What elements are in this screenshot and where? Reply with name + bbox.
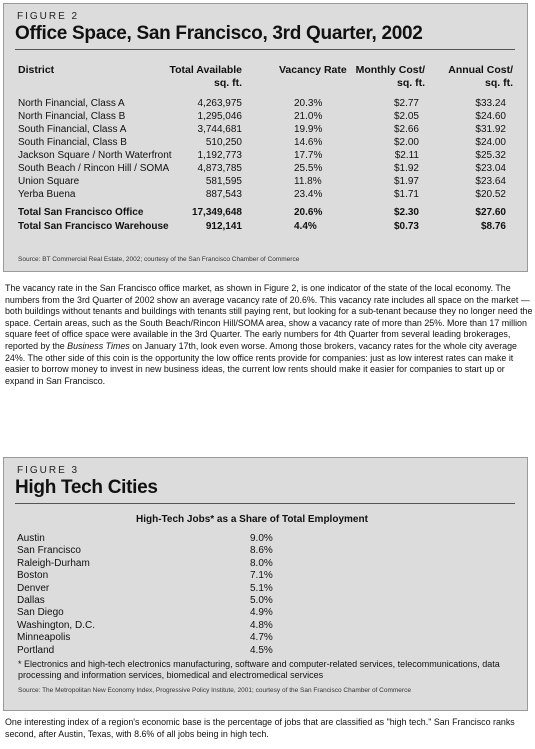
table-cell-monthly: $1.97 [393, 176, 419, 187]
header-total-line2: sq. ft. [214, 77, 242, 89]
table-cell-vacancy: 17.7% [294, 150, 323, 161]
table-cell-annual: $24.60 [475, 111, 506, 122]
city-share: 8.6% [250, 545, 273, 557]
city-name: Portland [17, 644, 55, 656]
table-cell-annual: $25.32 [475, 150, 506, 161]
city-name: San Francisco [17, 545, 81, 557]
high-tech-paragraph: One interesting index of a region's economic base is the percentage of jobs that are classified as "high tech." San Francisco ranks second, after Austin, Texas, with 8.6% of all jobs being in high tech. [5, 717, 515, 739]
total-cell-monthly: $0.73 [393, 221, 419, 232]
figure-2-title: Office Space, San Francisco, 3rd Quarter, 2002 [15, 23, 423, 44]
city-name: Dallas [17, 595, 45, 606]
title-divider-3 [15, 503, 515, 504]
header-annual-line1: Annual Cost/ [448, 64, 513, 76]
table-cell-vacancy: 19.9% [294, 124, 323, 135]
city-share: 8.0% [250, 557, 273, 569]
total-cell-monthly: $2.30 [393, 207, 419, 218]
title-divider [15, 49, 515, 50]
figure-2-source: Source: BT Commercial Real Estate, 2002; courtesy of the San Francisco Chamber of Commerce [18, 256, 300, 263]
city-name: Minneapolis [17, 632, 71, 644]
table-cell-monthly: $2.00 [393, 137, 419, 148]
city-share: 4.7% [250, 632, 273, 644]
city-name: San Diego [17, 607, 64, 619]
total-cell-total: 912,141 [205, 221, 242, 232]
header-monthly-line1: Monthly Cost/ [355, 64, 425, 76]
table-cell-total: 3,744,681 [197, 124, 242, 135]
figure-3-footnote: * Electronics and high-tech electronics manufacturing, software and computer-related services, telecommunications, data processing and information services, biomedical and electromedical services [18, 659, 500, 681]
figure-3-title: High Tech Cities [15, 477, 158, 498]
city-name: Denver [17, 582, 50, 594]
total-cell-total: 17,349,648 [191, 207, 242, 218]
city-share: 4.5% [250, 644, 273, 656]
table-cell-vacancy: 11.8% [294, 176, 322, 187]
table-cell-monthly: $2.66 [393, 124, 419, 135]
table-cell-vacancy: 21.0% [294, 111, 323, 122]
figure-3-panel [3, 457, 528, 711]
table-cell-monthly: $2.11 [394, 150, 419, 161]
header-monthly-line2: sq. ft. [397, 77, 425, 89]
table-cell-vacancy: 14.6% [294, 137, 323, 148]
table-cell-district: North Financial, Class B [18, 111, 126, 122]
table-cell-monthly: $1.71 [393, 189, 419, 200]
city-name: Washington, D.C. [17, 619, 95, 631]
figure-2-panel [3, 3, 528, 272]
table-cell-district: Yerba Buena [18, 189, 76, 200]
table-cell-district: South Financial, Class B [18, 137, 127, 148]
city-share: 4.9% [250, 607, 273, 619]
table-cell-vacancy: 20.3% [294, 98, 323, 109]
table-cell-total: 4,873,785 [197, 163, 242, 174]
city-name: Raleigh-Durham [17, 557, 90, 569]
total-cell-vacancy: 4.4% [294, 221, 317, 232]
city-name: Austin [17, 533, 45, 544]
table-cell-district: Union Square [18, 176, 80, 187]
table-cell-total: 1,295,046 [197, 111, 242, 122]
table-cell-total: 887,543 [205, 189, 242, 200]
table-cell-vacancy: 23.4% [294, 189, 323, 200]
table-cell-annual: $31.92 [475, 124, 506, 135]
table-cell-monthly: $2.05 [393, 111, 419, 122]
table-cell-annual: $23.64 [475, 176, 506, 187]
total-cell-district: Total San Francisco Office [18, 207, 144, 218]
table-cell-monthly: $2.77 [393, 98, 419, 109]
paragraph-italic-publication: Business Times [67, 340, 130, 351]
figure-3-source: Source: The Metropolitan New Economy Index, Progressive Policy Institute, 2001; courtesy of the San Francisco Chamber of Commerce [18, 687, 411, 694]
table-cell-total: 4,263,975 [197, 98, 242, 109]
city-share: 5.0% [250, 595, 273, 606]
paragraph-text-1: The vacancy rate in the San Francisco office market, as shown in Figure 2, is one indicator of the state of the local economy. The numbers from the 3rd Quarter of 2002 show an average vacancy rate of 20.6%. This vacancy rate includes all space on the market — both buildings without tenants and buildings with tenants still paying rent, but looking for a sub-tenant because they no longer need the space. Certain areas, such as the South Beach/Rincon Hill/SOMA area, show a vacancy rate of more than 25%. More than 17 million square feet of office space were available in the 3rd Quarter. The early numbers for 4th Quarter from several leading brokerages, reported by the [5, 283, 533, 351]
table-cell-district: South Financial, Class A [18, 124, 127, 135]
table-cell-district: North Financial, Class A [18, 98, 125, 109]
figure-2-label: FIGURE 2 [17, 11, 80, 22]
table-cell-annual: $24.00 [475, 137, 506, 148]
city-share: 7.1% [250, 570, 273, 582]
table-cell-total: 1,192,773 [197, 150, 242, 161]
table-cell-annual: $23.04 [475, 163, 506, 174]
figure-3-label: FIGURE 3 [17, 465, 80, 476]
table-cell-total: 581,595 [205, 176, 242, 187]
high-tech-column-header: High-Tech Jobs* as a Share of Total Employment [136, 514, 368, 525]
table-cell-total: 510,250 [205, 137, 242, 148]
total-cell-annual: $27.60 [475, 207, 506, 218]
header-district: District [18, 64, 55, 76]
header-vacancy: Vacancy Rate [279, 64, 347, 76]
total-cell-vacancy: 20.6% [294, 207, 323, 218]
header-total-line1: Total Available [169, 64, 242, 76]
total-cell-district: Total San Francisco Warehouse [18, 221, 169, 232]
table-cell-district: South Beach / Rincon Hill / SOMA [18, 163, 170, 174]
header-annual-line2: sq. ft. [485, 77, 513, 89]
table-cell-annual: $33.24 [475, 98, 506, 109]
paragraph-text-2: on January 17th, look even worse. Among those brokers, vacancy rates for the whole city average 24%. The other side of this coin is the opportunity the low office rents provide for companies: just as low interest rates can make it easier to borrow money to invest in new business ideas, the current low rents should make it easier for companies to start up or expand in San Francisco. [5, 340, 517, 386]
vacancy-paragraph [5, 283, 533, 387]
table-cell-district: Jackson Square / North Waterfront [18, 150, 172, 161]
total-cell-annual: $8.76 [480, 221, 506, 232]
city-share: 9.0% [250, 533, 273, 544]
city-name: Boston [17, 570, 49, 582]
table-cell-monthly: $1.92 [393, 163, 419, 174]
city-share: 4.8% [250, 619, 273, 631]
city-share: 5.1% [250, 582, 273, 594]
table-cell-annual: $20.52 [475, 189, 506, 200]
table-cell-vacancy: 25.5% [294, 163, 323, 174]
